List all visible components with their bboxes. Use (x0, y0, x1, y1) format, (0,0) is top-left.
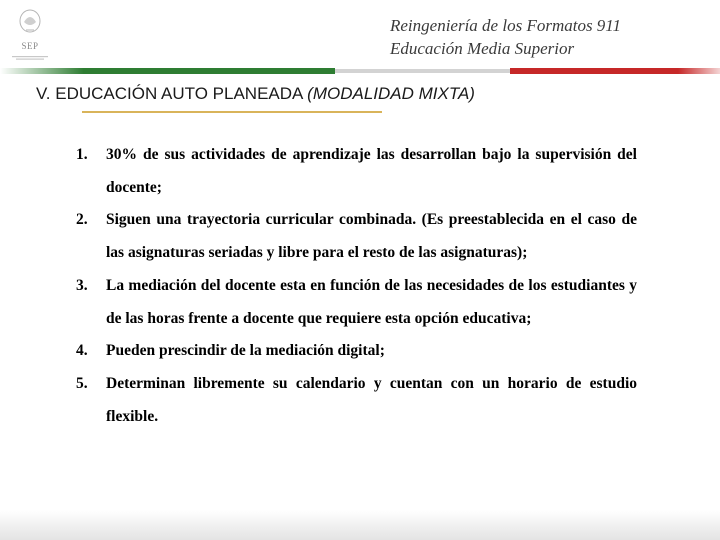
characteristics-list (76, 139, 637, 433)
list-item (76, 368, 637, 433)
list-item (76, 139, 637, 204)
list-item-number: 1. (76, 146, 88, 163)
list-item-text: Determinan libremente su calendario y cuentan con un horario de estudio flexible. (106, 374, 637, 425)
section-title-italic: (MODALIDAD MIXTA) (307, 84, 475, 103)
tricolor-divider (0, 68, 720, 74)
coat-of-arms-icon (18, 8, 42, 38)
header-title-line2: Educación Media Superior (390, 39, 575, 58)
section-title-underline (82, 111, 382, 113)
section-title (36, 84, 475, 104)
list-item-text: Siguen una trayectoria curricular combinada. (Es preestablecida en el caso de las asignaturas seriadas y libre para el resto de las asignaturas); (106, 211, 637, 262)
sep-logo (6, 8, 54, 64)
header-title (390, 14, 710, 60)
list-item-text: 30% de sus actividades de aprendizaje las desarrollan bajo la supervisión del docente; (106, 146, 637, 196)
list-item-number: 5. (76, 374, 88, 392)
footer-shade (0, 510, 720, 540)
list-item (76, 335, 637, 368)
sep-logo-subtext (8, 55, 52, 61)
sep-logo-text: SEP (21, 41, 39, 51)
list-item-number: 2. (76, 211, 88, 229)
list-item-number: 3. (76, 276, 88, 294)
list-item (76, 270, 637, 335)
list-item-text: La mediación del docente esta en función de las necesidades de los estudiantes y de las horas frente a docente que requiere esta opción educativa; (106, 276, 637, 327)
section-title-main: V. EDUCACIÓN AUTO PLANEADA (36, 84, 308, 103)
list-item-text: Pueden prescindir de la mediación digital; (106, 342, 385, 360)
list-item (76, 204, 637, 269)
header-title-line1: Reingeniería de los Formatos 911 (390, 16, 622, 35)
list-item-number: 4. (76, 342, 88, 360)
